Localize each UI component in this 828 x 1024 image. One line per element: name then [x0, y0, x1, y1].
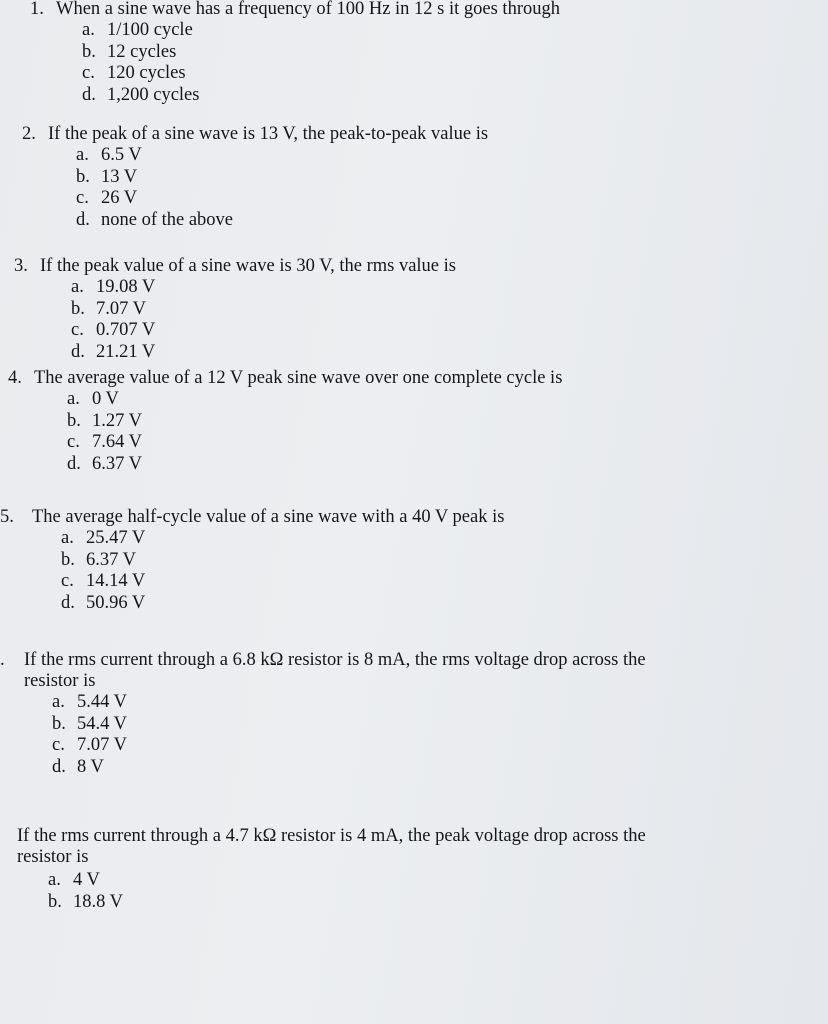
question-5 — [0, 507, 504, 614]
choice-b: b. 1.27 V — [67, 410, 143, 431]
choice-a: a. 6.5 V — [76, 145, 142, 165]
choice-c: c. 0.707 V — [71, 320, 156, 341]
choice-b: b. 6.37 V — [61, 549, 137, 570]
question-text: If the rms current through a 6.8 kΩ resistor is 8 mA, the rms voltage drop across the resistor is — [24, 650, 646, 691]
question-text: If the peak value of a sine wave is 30 V, the rms value is — [40, 256, 456, 276]
question-text: When a sine wave has a frequency of 100 Hz in 12 s it goes through — [56, 0, 560, 19]
choice-c: c. 14.14 V — [61, 571, 146, 592]
choice-c: c. 7.64 V — [67, 432, 143, 453]
choice-a: a. 4 V — [48, 870, 100, 890]
question-1 — [30, 0, 560, 106]
question-6 — [0, 650, 646, 778]
choice-c: c. 26 V — [76, 188, 138, 209]
choice-d: d. 8 V — [52, 756, 104, 777]
question-2 — [22, 124, 488, 231]
choice-d: d. none of the above — [76, 209, 234, 230]
question-number: 5. — [0, 507, 14, 527]
choice-b: b. 54.4 V — [52, 713, 128, 734]
choice-a: a. 25.47 V — [61, 528, 146, 548]
choice-b: b. 13 V — [76, 166, 138, 187]
choice-b: b. 18.8 V — [48, 891, 124, 912]
choice-d: d. 50.96 V — [61, 592, 146, 613]
choice-a: a. 19.08 V — [71, 277, 156, 297]
question-number: 2. — [22, 124, 36, 144]
question-4 — [8, 368, 562, 475]
choice-d: d. 1,200 cycles — [82, 84, 200, 105]
question-text: The average value of a 12 V peak sine wave over one complete cycle is — [34, 368, 563, 388]
question-number: 4. — [8, 368, 22, 388]
choice-b: b. 12 cycles — [82, 41, 177, 62]
choice-a: a. 5.44 V — [52, 692, 128, 712]
choice-b: b. 7.07 V — [71, 298, 147, 319]
question-7 — [17, 826, 646, 913]
choice-d: d. 6.37 V — [67, 453, 143, 474]
question-number: 3. — [14, 256, 28, 276]
choice-d: d. 21.21 V — [71, 341, 156, 362]
choice-c: c. 7.07 V — [52, 735, 128, 756]
question-number: 1. — [30, 0, 44, 19]
question-text: If the peak of a sine wave is 13 V, the peak-to-peak value is — [48, 124, 489, 144]
question-text: The average half-cycle value of a sine wave with a 40 V peak is — [32, 507, 505, 527]
choice-c: c. 120 cycles — [82, 63, 186, 84]
choice-a: a. 0 V — [67, 389, 119, 409]
question-number: . — [0, 650, 5, 670]
question-3 — [14, 256, 456, 363]
choice-a: a. 1/100 cycle — [82, 20, 193, 40]
question-text: If the rms current through a 4.7 kΩ resistor is 4 mA, the peak voltage drop across the resistor is — [17, 826, 646, 867]
